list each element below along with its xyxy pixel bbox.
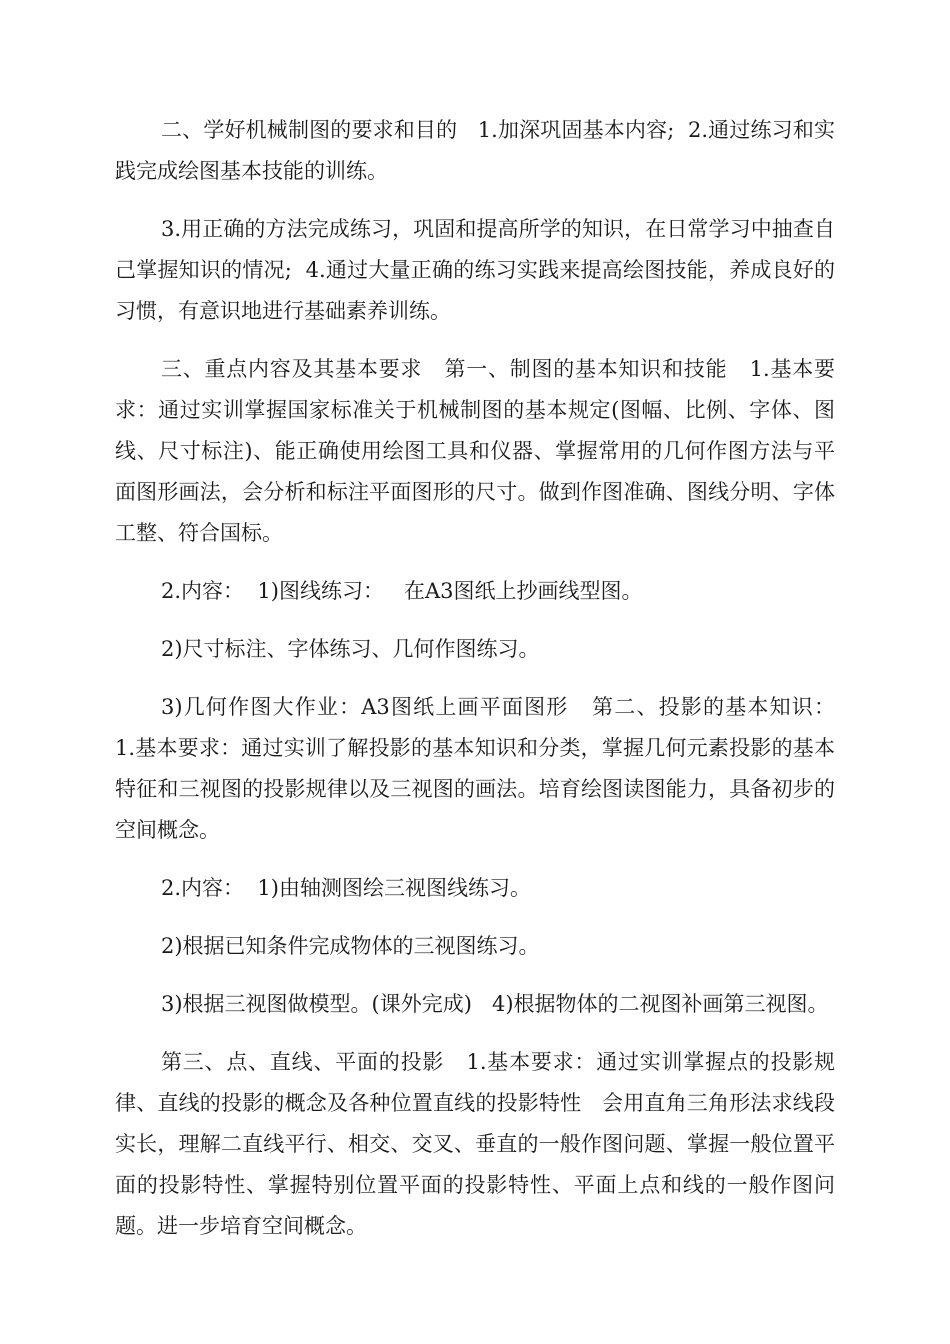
paragraph-practice-methods: 3.用正确的方法完成练习，巩固和提高所学的知识，在日常学习中抽查自己掌握知识的情况; 4.通过大量正确的练习实践来提高绘图技能，养成良好的习惯，有意识地进行基础素养训练。 [115,217,835,323]
paragraph-dimension-practice: 2)尺寸标注、字体练习、几何作图练习。 [161,637,540,661]
paragraph-requirements-goals: 二、学好机械制图的要求和目的 1.加深巩固基本内容; 2.通过练习和实践完成绘图基本技能的训练。 [115,118,835,183]
paragraph-content-line-practice: 2.内容： 1)图线练习： 在A3图纸上抄画线型图。 [161,579,643,603]
paragraph-point-line-plane-projection: 第三、点、直线、平面的投影 1.基本要求：通过实训掌握点的投影规律、直线的投影的概念及各种位置直线的投影特性 会用直角三角形法求线段实长，理解二直线平行、相交、交叉、垂直的一般作图问题、掌握一般位置平面的投影特性、掌握特别位置平面的投影特性、平面上点和线的一般作图问题。进一步培育空间概念。 [115,1050,835,1238]
paragraph-projection-basics: 3)几何作图大作业：A3图纸上画平面图形 第二、投影的基本知识： 1.基本要求：通过实训了解投影的基本知识和分类，掌握几何元素投影的基本特征和三视图的投影规律以及三视图的画法。培育绘图读图能力，具备初步的空间概念。 [115,695,856,842]
paragraph-model-making: 3)根据三视图做模型。(课外完成) 4)根据物体的二视图补画第三视图。 [161,992,829,1016]
paragraph-content-three-views: 2.内容： 1)由轴测图绘三视图线练习。 [161,876,531,900]
paragraph-key-content-drawing-basics: 三、重点内容及其基本要求 第一、制图的基本知识和技能 1.基本要求：通过实训掌握国家标准关于机械制图的基本规定(图幅、比例、字体、图线、尺寸标注)、能正确使用绘图工具和仪器、掌握常用的几何作图方法与平面图形画法，会分析和标注平面图形的尺寸。做到作图准确、图线分明、字体工整、符合国标。 [115,357,835,545]
paragraph-three-view-exercise: 2)根据已知条件完成物体的三视图练习。 [161,934,540,958]
document-body [115,110,856,1264]
